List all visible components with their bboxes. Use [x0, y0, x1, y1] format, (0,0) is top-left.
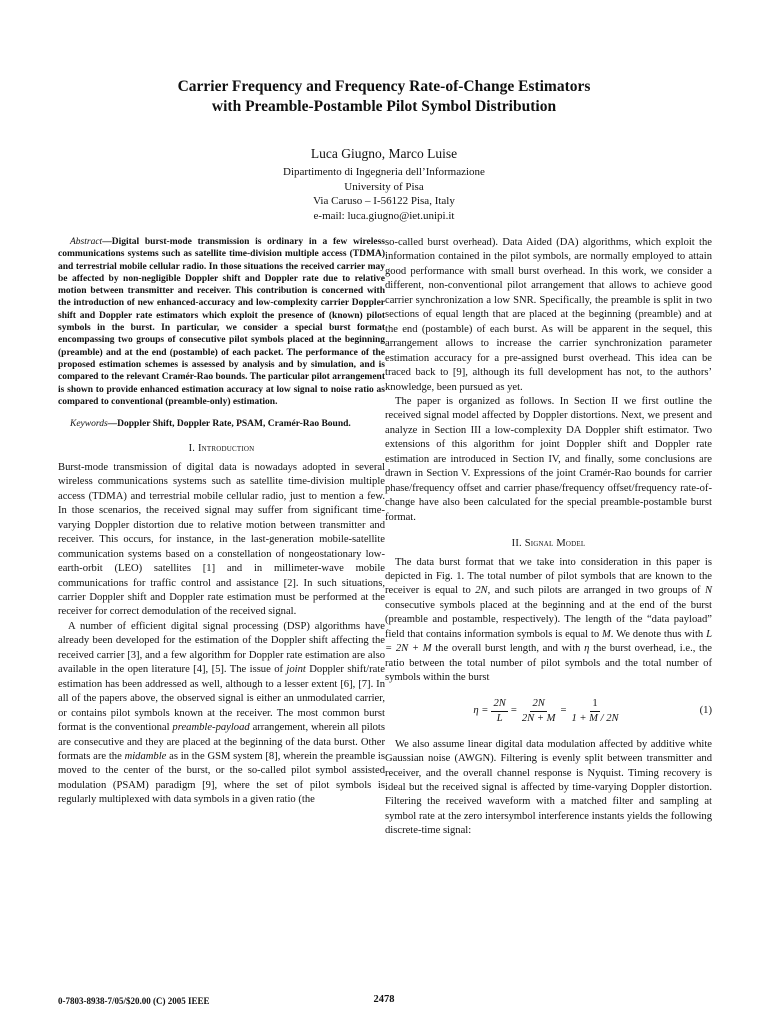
left-column [58, 236, 385, 808]
intro-paragraph-organization: The paper is organized as follows. In Section II we first outline the received signal model affected by Doppler distortions. Next, we present and analyze in Section III a low-complexity DA Doppler shift estimator. Two extensions of this algorithm for joint Doppler shift and Doppler rate estimation are introduced in Section IV, and finally, some conclusions are drawn in Section V. Expressions of the joint Cramér-Rao bounds for carrier phase/frequency offset and carrier phase/frequency offset/frequency rate-of-change have also been calculated for the special preamble-postamble burst format. [385, 395, 712, 523]
text-run: A number of efficient digital signal processing (DSP) algorithms have already been developed for the estimation of the Doppler shift affecting the received carrier [3], and a few algorithm for Doppler rate estimation are also available in the open literature [4], [5]. The issue of [58, 620, 385, 676]
text-run: Doppler shift/rate estimation has been addressed as well, although to a lesser extent [6], [7]. In all of the papers above, the observed signal is either an unmodulated carrier, or contains pilot symbols known at the receiver. The most common burst format is the conventional [58, 664, 386, 734]
intro-paragraph-2 [58, 620, 385, 808]
equation-1 [385, 694, 712, 730]
text-run: arrangement, wherein all pilots are consecutive and they are placed at the beginning of the data burst. Other formats are the [58, 722, 385, 762]
title-line-2: with Preamble-Postamble Pilot Symbol Distribution [211, 98, 557, 115]
abstract-text: —Digital burst-mode transmission is ordinary in a few wireless communications systems such as satellite time-division multiple access (TDMA) and terrestrial mobile cellular radio. In those situations the received carrier may be affected by non-negligible Doppler shift and Doppler rate due to relative motion between transmitter and receiver. This contribution is concerned with the introduction of new enhanced-accuracy and low-complexity carrier Doppler shift and Doppler rate estimators which exploit the presence of (known) pilot symbols in the burst. In particular, we consider a special burst format encompassing two groups of consecutive pilot symbols placed at the beginning (preamble) and at the end (postamble) of each packet. The performance of the proposed estimation schemes is assessed by analysis and by simulation, and is compared to the relevant Cramér-Rao bounds. The particular pilot arrangement is shown to provide enhanced estimation accuracy at low signal to noise ratio as compared to conventional (preamble-only) estimation. [58, 237, 385, 407]
intro-paragraph-1: Burst-mode transmission of digital data is nowadays adopted in several wireless communications systems such as satellite time-division multiple access (TDMA) and terrestrial mobile cellular radio, just to mention a few. In those scenarios, the received signal may suffer from significant time-varying Doppler distortion due to relative motion between transmitter and receiver. This occurs, for instance, in the last-generation mobile-satellite communication systems based on a constellation of nongeostationary low-earth-orbit (LEO) satellites [1] and in millimeter-wave mobile communications for traffic control and assistance [2]. In such situations, carrier Doppler shift and Doppler rate estimation must be performed at the receiver for correct demodulation of the received signal. [58, 461, 385, 618]
equation-lhs: η = [473, 705, 489, 717]
text-run: . We denote thus with [610, 628, 707, 640]
signal-model-paragraph-2: We also assume linear digital data modulation affected by additive white Gaussian noise (AWGN). Filtering is evenly split between transmitter and receiver, and the overall channel response is Nyquist. Timing recovery is ideal but the received signal is affected by time-varying Doppler distortion. Filtering the received waveform with a matched filter and sampling at symbol rate at the zero intersymbol interference instants yields the following discrete-time signal: [385, 738, 712, 837]
affiliation [0, 165, 768, 223]
math-symbol: η [584, 643, 590, 655]
numerator: 2N [530, 697, 546, 712]
italic-term: midamble [124, 750, 167, 762]
keywords-text: —Doppler Shift, Doppler Rate, PSAM, Cramér-Rao Bound. [107, 419, 351, 430]
equation-number: (1) [699, 704, 712, 716]
affiliation-address: Via Caruso – I-56122 Pisa, Italy [313, 195, 455, 207]
page-number: 2478 [373, 994, 395, 1005]
denominator: L [496, 713, 503, 725]
text-run: The data burst format that we take into consideration in this paper is depicted in Fig. 1. The total number of pilot symbols that are known to the receiver is equal to [385, 556, 712, 597]
section-title: Signal Model [524, 538, 586, 550]
fraction [491, 697, 507, 727]
equals-sign: = [560, 705, 567, 717]
paper-title [0, 77, 768, 117]
denominator: 2N + M [521, 713, 556, 725]
math-symbol: 2N [475, 585, 488, 597]
fraction [569, 697, 620, 727]
text-run: as in the GSM system [8], wherein the preamble is moved to the center of the burst, or the so-called pilot symbol assisted modulation (PSAM) paradigm [9], where the set of pilot symbols is regularly multiplexed with data symbols in a given ratio (the [58, 750, 386, 806]
equals-sign: = [510, 705, 517, 717]
section-heading-introduction [58, 442, 385, 456]
authors: Luca Giugno, Marco Luise [310, 146, 458, 161]
section-heading-signal-model [385, 537, 712, 551]
signal-model-paragraph-1 [385, 556, 712, 686]
section-title: Introduction [197, 443, 255, 455]
section-numeral: I. [188, 443, 198, 455]
text-run: the burst overhead, i.e., the ratio between the total number of pilot symbols and the total number of symbols within the burst [385, 643, 712, 684]
italic-term: preamble-payload [172, 722, 250, 734]
affiliation-university: University of Pisa [344, 180, 424, 193]
numerator: 1 [590, 697, 599, 712]
title-line-1: Carrier Frequency and Frequency Rate-of-Change Estimators [177, 78, 591, 95]
copyright-notice: 0-7803-8938-7/05/$20.00 (C) 2005 IEEE [58, 996, 210, 1006]
text-run: consecutive symbols placed at the beginning and at the end of the burst (preamble and postamble, respectively). The length of the “data payload” field that contains information symbols is equal to [385, 599, 712, 640]
abstract-lead: Abstract [70, 237, 103, 247]
math-symbol: N [704, 585, 713, 597]
affiliation-email: e-mail: luca.giugno@iet.unipi.it [313, 209, 455, 222]
math-symbol: L = 2N + M [385, 628, 712, 655]
denominator: 1 + M / 2N [571, 713, 619, 725]
affiliation-dept: Dipartimento di Ingegneria dell’Informazione [283, 166, 485, 178]
keywords-lead: Keywords [70, 419, 108, 430]
intro-paragraph-continued: so-called burst overhead). Data Aided (DA) algorithms, which exploit the information contained in the pilot symbols, are normally employed to attain good performance with small burst overhead. In this work, we consider a different, non-conventional pilot arrangement that allows to achieve good carrier synchronization a low SNR. Specifically, the preamble is split in two sections of equal length that are placed at the beginning (preamble) and at the end (postamble) of each burst. As will be apparent in the sequel, this arrangement allows to increase the carrier synchronization parameter estimation accuracy for a pre-assigned burst overhead. This idea can be traced back to [9], although its full development has not, to the authors’ knowledge, been pursued as yet. [385, 237, 712, 393]
right-column [385, 236, 712, 839]
section-numeral: II. [511, 538, 525, 550]
text-run: the overall burst length, and with [431, 643, 585, 655]
keywords [58, 418, 385, 430]
italic-term: joint [286, 664, 306, 676]
math-symbol: M [601, 628, 611, 640]
abstract [58, 236, 385, 408]
numerator: 2N [491, 697, 507, 712]
text-run: , and such pilots are arranged in two groups of [487, 585, 705, 597]
fraction [520, 697, 558, 727]
